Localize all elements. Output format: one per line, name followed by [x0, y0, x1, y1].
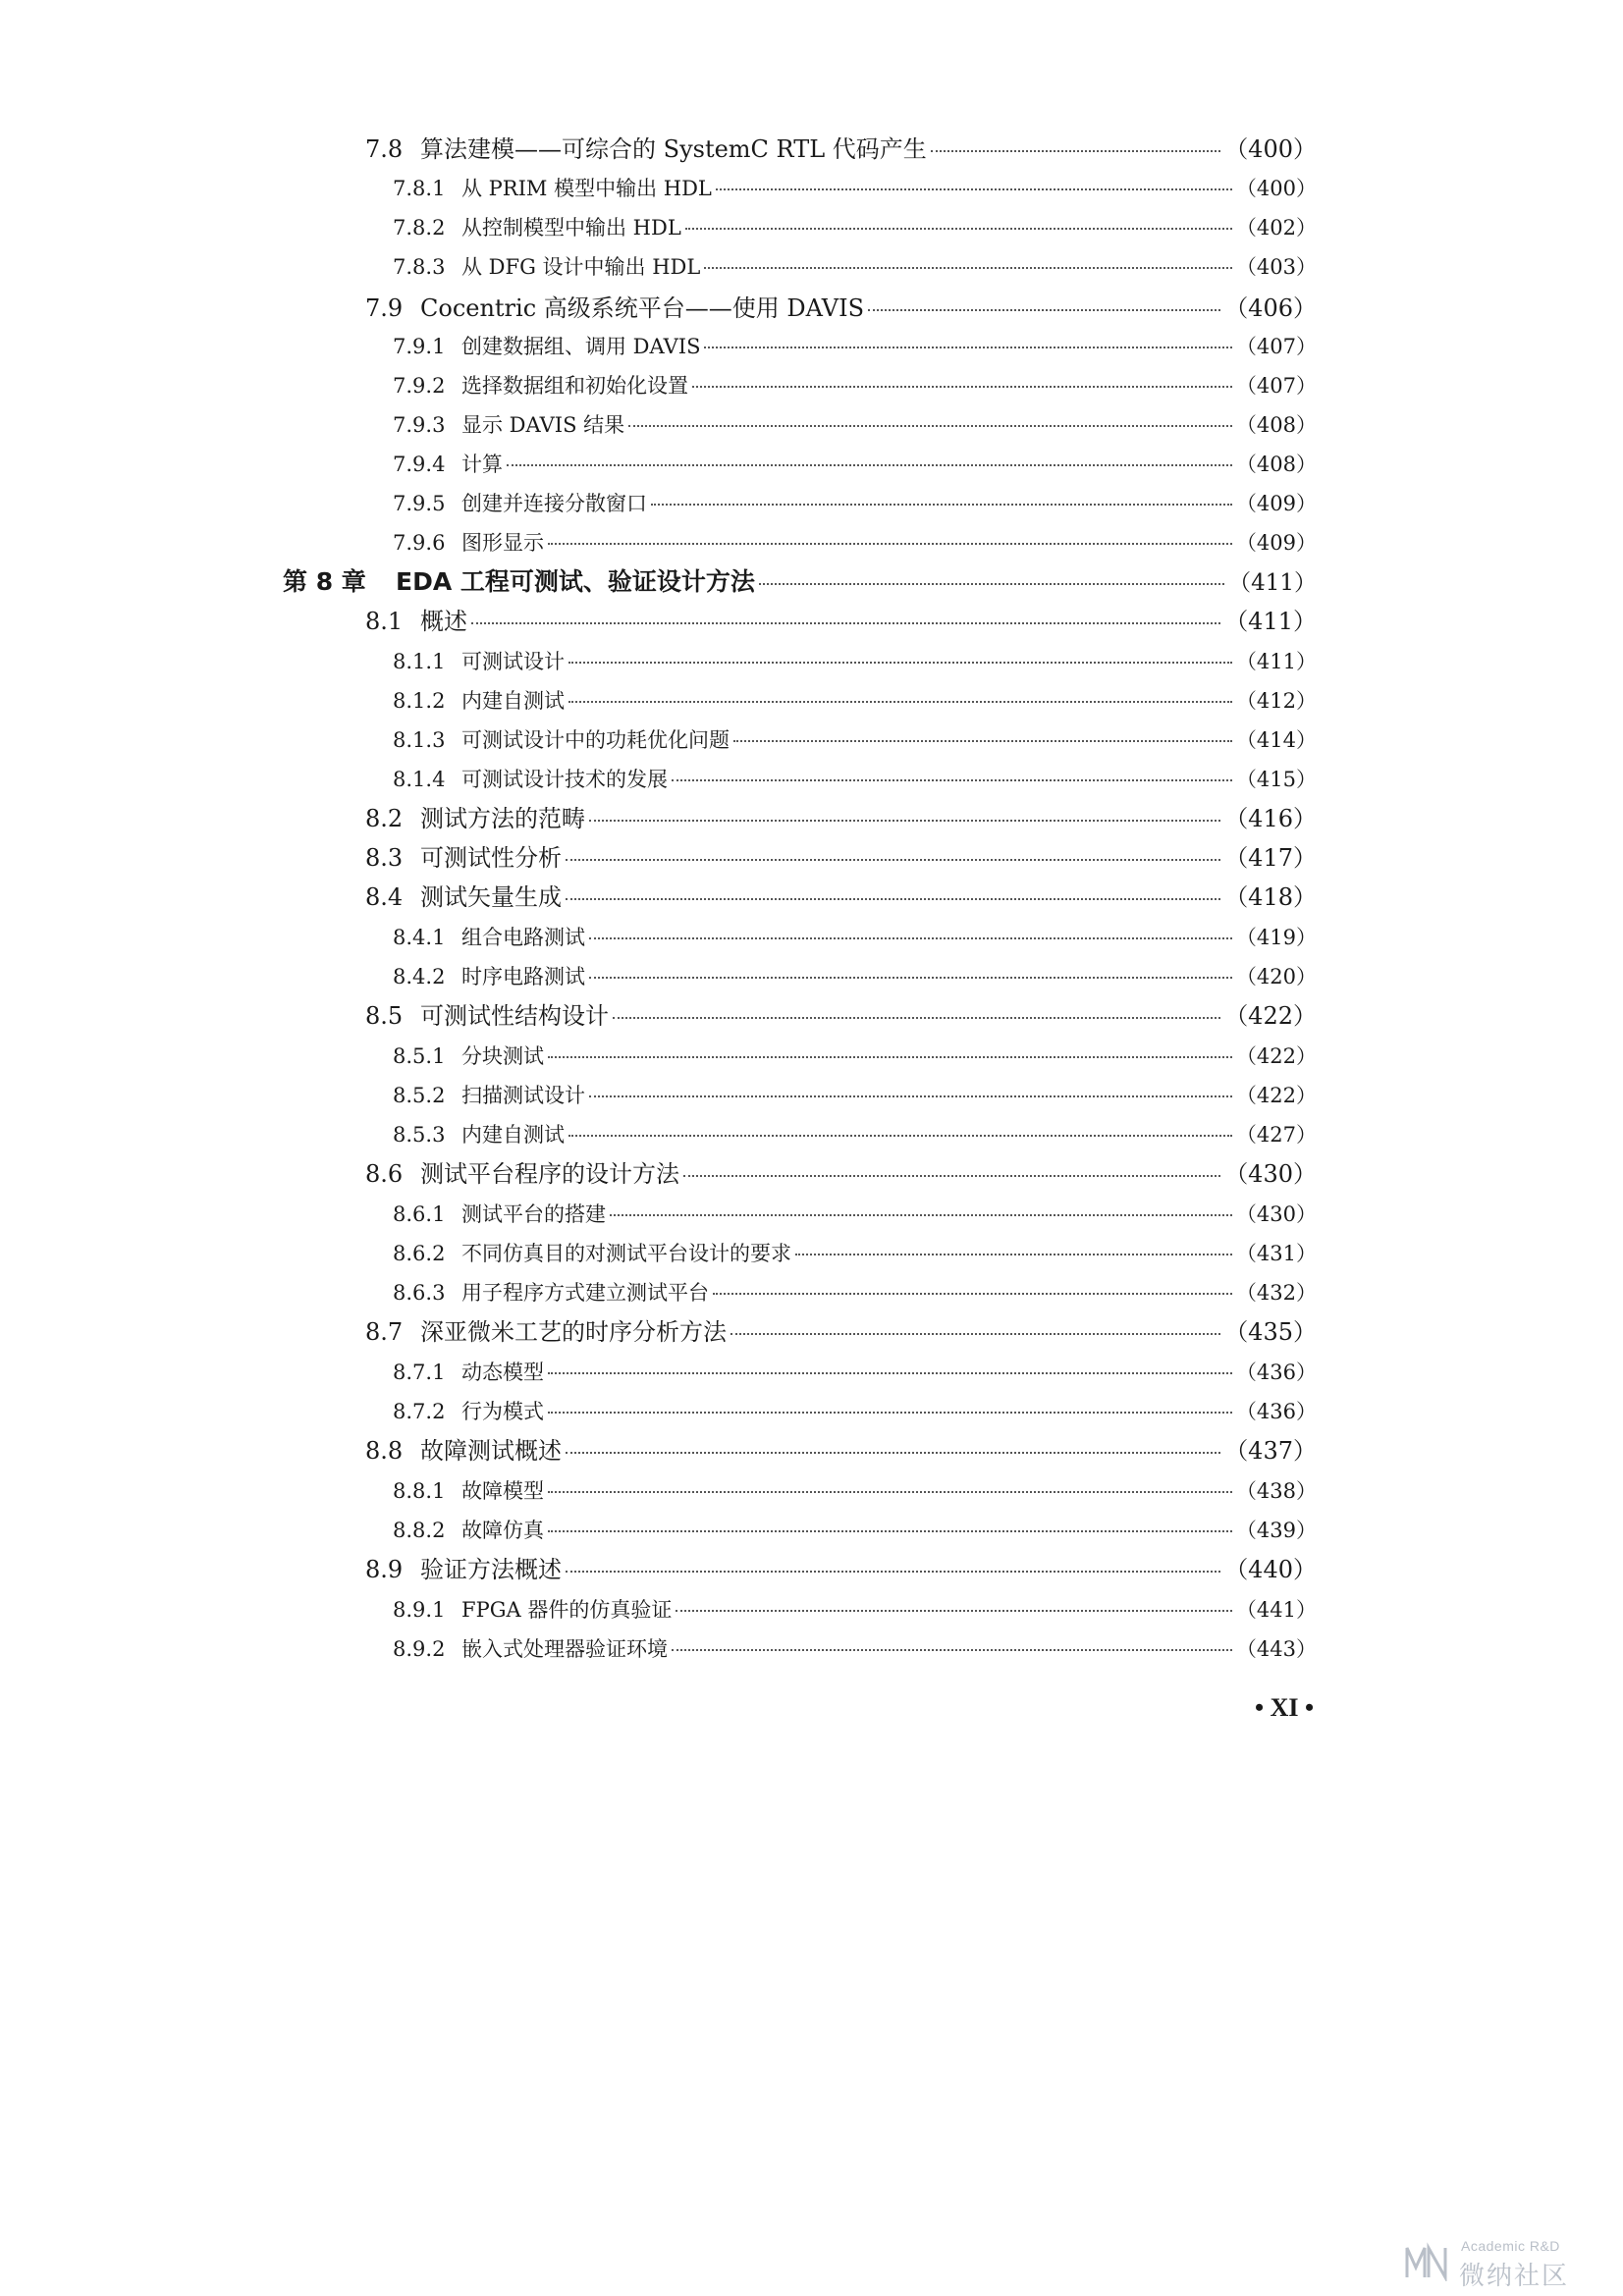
toc-entry-section[interactable]: [365, 1162, 1317, 1186]
toc-entry-subsection[interactable]: [393, 691, 1317, 712]
toc-number: 7.8.3: [393, 255, 446, 279]
toc-title: 从 PRIM 模型中输出 HDL: [461, 177, 712, 200]
watermark-english: Academic R&D: [1461, 2238, 1560, 2254]
toc-page: （407）: [1235, 374, 1317, 398]
toc-entry-subsection[interactable]: [393, 1521, 1317, 1541]
toc-number: 7.8: [365, 135, 404, 163]
dot-leader: [676, 1610, 1232, 1612]
toc-number: 7.9.6: [393, 531, 446, 555]
toc-page: （411）: [1228, 570, 1317, 596]
toc-title: Cocentric 高级系统平台——使用 DAVIS: [420, 294, 865, 322]
dot-leader: [931, 150, 1220, 152]
toc-title: 嵌入式处理器验证环境: [461, 1637, 668, 1661]
dot-leader: [589, 1095, 1232, 1097]
toc-page: （439）: [1235, 1519, 1317, 1542]
toc-title: 测试平台程序的设计方法: [420, 1160, 679, 1188]
toc-page: （437）: [1224, 1437, 1317, 1465]
toc-page: （443）: [1235, 1637, 1317, 1661]
toc-page: （407）: [1235, 335, 1317, 358]
toc-number: 7.9.2: [393, 374, 446, 398]
dot-leader: [704, 347, 1231, 348]
toc-entry-subsection[interactable]: [393, 1402, 1317, 1422]
toc-number: 7.9: [365, 294, 404, 322]
dot-leader: [613, 1017, 1220, 1019]
dot-leader: [589, 937, 1232, 939]
toc-page: （406）: [1224, 294, 1317, 322]
toc-title: EDA 工程可测试、验证设计方法: [396, 567, 755, 596]
mn-logo-icon: [1404, 2242, 1449, 2281]
toc-page: （400）: [1224, 135, 1317, 163]
toc-entry-subsection[interactable]: [393, 494, 1317, 514]
dot-leader: [548, 1530, 1232, 1532]
toc-title: 深亚微米工艺的时序分析方法: [420, 1318, 727, 1346]
toc-title: 内建自测试: [461, 1123, 565, 1147]
toc-entry-subsection[interactable]: [393, 1362, 1317, 1383]
toc-page: （440）: [1224, 1556, 1317, 1583]
toc-entry-section[interactable]: [365, 137, 1317, 161]
toc-title: 可测试性结构设计: [420, 1002, 609, 1030]
toc-title: 测试矢量生成: [420, 883, 562, 911]
toc-number: 8.1.1: [393, 650, 446, 673]
dot-leader: [716, 188, 1232, 190]
toc-title: 创建并连接分散窗口: [461, 492, 647, 515]
toc-number: 8.4.2: [393, 965, 446, 988]
toc-number: 8.1.2: [393, 689, 446, 713]
toc-title: 故障仿真: [461, 1519, 544, 1542]
toc-entry-subsection[interactable]: [393, 652, 1317, 672]
toc-page: （408）: [1235, 453, 1317, 476]
toc-title: 可测试性分析: [420, 844, 562, 872]
toc-number: 8.7.2: [393, 1400, 446, 1423]
toc-page: （402）: [1235, 216, 1317, 240]
toc-entry-section[interactable]: [365, 1439, 1317, 1463]
toc-entry-subsection[interactable]: [393, 730, 1317, 751]
toc-entry-subsection[interactable]: [393, 1283, 1317, 1304]
dot-leader: [566, 898, 1220, 900]
toc-page: （427）: [1235, 1123, 1317, 1147]
toc-entry-subsection[interactable]: [393, 415, 1317, 436]
toc-entry-chapter[interactable]: [283, 569, 1317, 595]
dot-leader: [683, 1175, 1220, 1177]
toc-title: 内建自测试: [461, 689, 565, 713]
toc-page: （417）: [1224, 844, 1317, 872]
dot-leader: [548, 1412, 1232, 1414]
toc-title: 扫描测试设计: [461, 1084, 585, 1107]
toc-page: （411）: [1235, 650, 1317, 673]
toc-number: 8.6: [365, 1160, 404, 1188]
toc-entry-section[interactable]: [365, 1558, 1317, 1581]
toc-title: 动态模型: [461, 1361, 544, 1384]
toc-entry-subsection[interactable]: [393, 1125, 1317, 1146]
dot-leader: [566, 1452, 1220, 1454]
toc-title: 算法建模——可综合的 SystemC RTL 代码产生: [420, 135, 927, 163]
dot-leader: [568, 701, 1232, 703]
toc-entry-subsection[interactable]: [393, 376, 1317, 397]
toc-entry-subsection[interactable]: [393, 337, 1317, 357]
dot-leader: [566, 1571, 1220, 1573]
toc-page: （430）: [1224, 1160, 1317, 1188]
toc-page: （431）: [1235, 1242, 1317, 1265]
toc-number: 8.7: [365, 1318, 404, 1346]
toc-page: （422）: [1235, 1044, 1317, 1068]
dot-leader: [868, 309, 1220, 311]
toc-number: 8.4: [365, 883, 404, 911]
watermark-chinese: 微纳社区: [1459, 2262, 1570, 2291]
toc-entry-subsection[interactable]: [393, 1046, 1317, 1067]
toc-entry-subsection[interactable]: [393, 533, 1317, 554]
toc-number: 8.8.2: [393, 1519, 446, 1542]
toc-entry-subsection[interactable]: [393, 454, 1317, 475]
toc-entry-section[interactable]: [365, 1004, 1317, 1028]
toc-page: （403）: [1235, 255, 1317, 279]
dot-leader: [730, 1333, 1220, 1335]
toc-entry-subsection[interactable]: [393, 1204, 1317, 1225]
toc-page: （436）: [1235, 1361, 1317, 1384]
dot-leader: [685, 228, 1232, 230]
toc-title: FPGA 器件的仿真验证: [461, 1598, 673, 1622]
dot-leader: [672, 779, 1232, 781]
toc-page: （436）: [1235, 1400, 1317, 1423]
toc-title: 图形显示: [461, 531, 544, 555]
toc-title: 概述: [420, 608, 467, 635]
toc-title: 测试方法的范畴: [420, 805, 585, 832]
toc-number: 8.1.3: [393, 728, 446, 752]
toc-page: （418）: [1224, 883, 1317, 911]
toc-entry-subsection[interactable]: [393, 1639, 1317, 1660]
toc-title: 测试平台的搭建: [461, 1202, 606, 1226]
toc-number: 8.2: [365, 805, 404, 832]
toc-title: 时序电路测试: [461, 965, 585, 988]
toc-page: （419）: [1235, 926, 1317, 949]
toc-page: （414）: [1235, 728, 1317, 752]
toc-page: （441）: [1235, 1598, 1317, 1622]
toc-entry-subsection[interactable]: [393, 1600, 1317, 1621]
toc-entry-subsection[interactable]: [393, 257, 1317, 278]
toc-entry-section[interactable]: [365, 846, 1317, 870]
toc-number: 8.4.1: [393, 926, 446, 949]
toc-page: （435）: [1224, 1318, 1317, 1346]
dot-leader: [548, 1491, 1232, 1493]
toc-number: 8.7.1: [393, 1361, 446, 1384]
toc-number: 8.1.4: [393, 768, 446, 791]
toc-entry-subsection[interactable]: [393, 928, 1317, 948]
toc-title: 从控制模型中输出 HDL: [461, 216, 681, 240]
toc-entry-section[interactable]: [365, 807, 1317, 830]
toc-title: 故障测试概述: [420, 1437, 562, 1465]
toc-page: （416）: [1224, 805, 1317, 832]
dot-leader: [507, 464, 1232, 466]
toc-number: 8.5.1: [393, 1044, 446, 1068]
toc-entry-section[interactable]: [365, 296, 1317, 320]
toc-title: 显示 DAVIS 结果: [461, 413, 625, 437]
toc-entry-section[interactable]: [365, 1320, 1317, 1344]
toc-title: 选择数据组和初始化设置: [461, 374, 688, 398]
toc-number: 8.9: [365, 1556, 404, 1583]
toc-page: （400）: [1235, 177, 1317, 200]
toc-number: 8.5.3: [393, 1123, 446, 1147]
toc-number: 7.9.3: [393, 413, 446, 437]
toc-number: 7.8.1: [393, 177, 446, 200]
toc-title: 可测试设计技术的发展: [461, 768, 668, 791]
toc-number: 8.5.2: [393, 1084, 446, 1107]
dot-leader: [589, 977, 1232, 979]
dot-leader: [568, 662, 1232, 664]
dot-leader: [548, 543, 1232, 545]
toc-title: 可测试设计中的功耗优化问题: [461, 728, 730, 752]
dot-leader: [589, 820, 1220, 822]
toc-number: 第 8 章: [283, 567, 366, 596]
toc-entry-subsection[interactable]: [393, 1086, 1317, 1106]
toc-page: （420）: [1235, 965, 1317, 988]
toc-entry-subsection[interactable]: [393, 770, 1317, 790]
dot-leader: [704, 267, 1232, 269]
dot-leader: [566, 859, 1220, 861]
toc-page: （438）: [1235, 1479, 1317, 1503]
toc-number: 8.3: [365, 844, 404, 872]
toc-title: 行为模式: [461, 1400, 544, 1423]
toc-page: （411）: [1224, 608, 1317, 635]
toc-number: 8.8.1: [393, 1479, 446, 1503]
toc-entry-section[interactable]: [365, 885, 1317, 909]
dot-leader: [568, 1135, 1232, 1137]
dot-leader: [692, 386, 1232, 388]
dot-leader: [713, 1293, 1232, 1295]
toc-number: 8.5: [365, 1002, 404, 1030]
dot-leader: [651, 504, 1232, 506]
toc-entry-subsection[interactable]: [393, 179, 1317, 199]
toc-number: 8.6.1: [393, 1202, 446, 1226]
toc-entry-subsection[interactable]: [393, 967, 1317, 988]
toc-entry-subsection[interactable]: [393, 218, 1317, 239]
toc-title: 故障模型: [461, 1479, 544, 1503]
toc-number: 8.6.3: [393, 1281, 446, 1305]
toc-page: （415）: [1235, 768, 1317, 791]
toc-title: 可测试设计: [461, 650, 565, 673]
toc-page: （408）: [1235, 413, 1317, 437]
toc-title: 组合电路测试: [461, 926, 585, 949]
toc-title: 用子程序方式建立测试平台: [461, 1281, 709, 1305]
toc-title: 从 DFG 设计中输出 HDL: [461, 255, 701, 279]
dot-leader: [548, 1372, 1232, 1374]
dot-leader: [733, 740, 1232, 742]
toc-page: （422）: [1235, 1084, 1317, 1107]
dot-leader: [672, 1649, 1232, 1651]
dot-leader: [548, 1056, 1232, 1058]
toc-title: 计算: [461, 453, 503, 476]
toc-page: （422）: [1224, 1002, 1317, 1030]
toc-title: 验证方法概述: [420, 1556, 562, 1583]
dot-leader: [759, 583, 1224, 585]
toc-number: 7.9.1: [393, 335, 446, 358]
toc-page: （432）: [1235, 1281, 1317, 1305]
watermark: [1404, 2236, 1610, 2291]
dot-leader: [628, 425, 1232, 427]
toc-page: （412）: [1235, 689, 1317, 713]
dot-leader: [471, 622, 1220, 624]
toc-number: 8.9.1: [393, 1598, 446, 1622]
toc-number: 8.8: [365, 1437, 404, 1465]
toc-page: （409）: [1235, 492, 1317, 515]
toc-number: 7.8.2: [393, 216, 446, 240]
toc-number: 7.9.4: [393, 453, 446, 476]
page-number: • XI •: [1255, 1693, 1315, 1722]
toc-number: 7.9.5: [393, 492, 446, 515]
toc-number: 8.6.2: [393, 1242, 446, 1265]
toc-number: 8.1: [365, 608, 404, 635]
dot-leader: [795, 1254, 1232, 1255]
toc-entry-section[interactable]: [365, 610, 1317, 633]
toc-title: 不同仿真目的对测试平台设计的要求: [461, 1242, 791, 1265]
toc-page: （409）: [1235, 531, 1317, 555]
toc-entry-subsection[interactable]: [393, 1244, 1317, 1264]
toc-page: （430）: [1235, 1202, 1317, 1226]
toc-title: 分块测试: [461, 1044, 544, 1068]
toc-title: 创建数据组、调用 DAVIS: [461, 335, 701, 358]
toc-number: 8.9.2: [393, 1637, 446, 1661]
dot-leader: [610, 1214, 1232, 1216]
toc-entry-subsection[interactable]: [393, 1481, 1317, 1502]
